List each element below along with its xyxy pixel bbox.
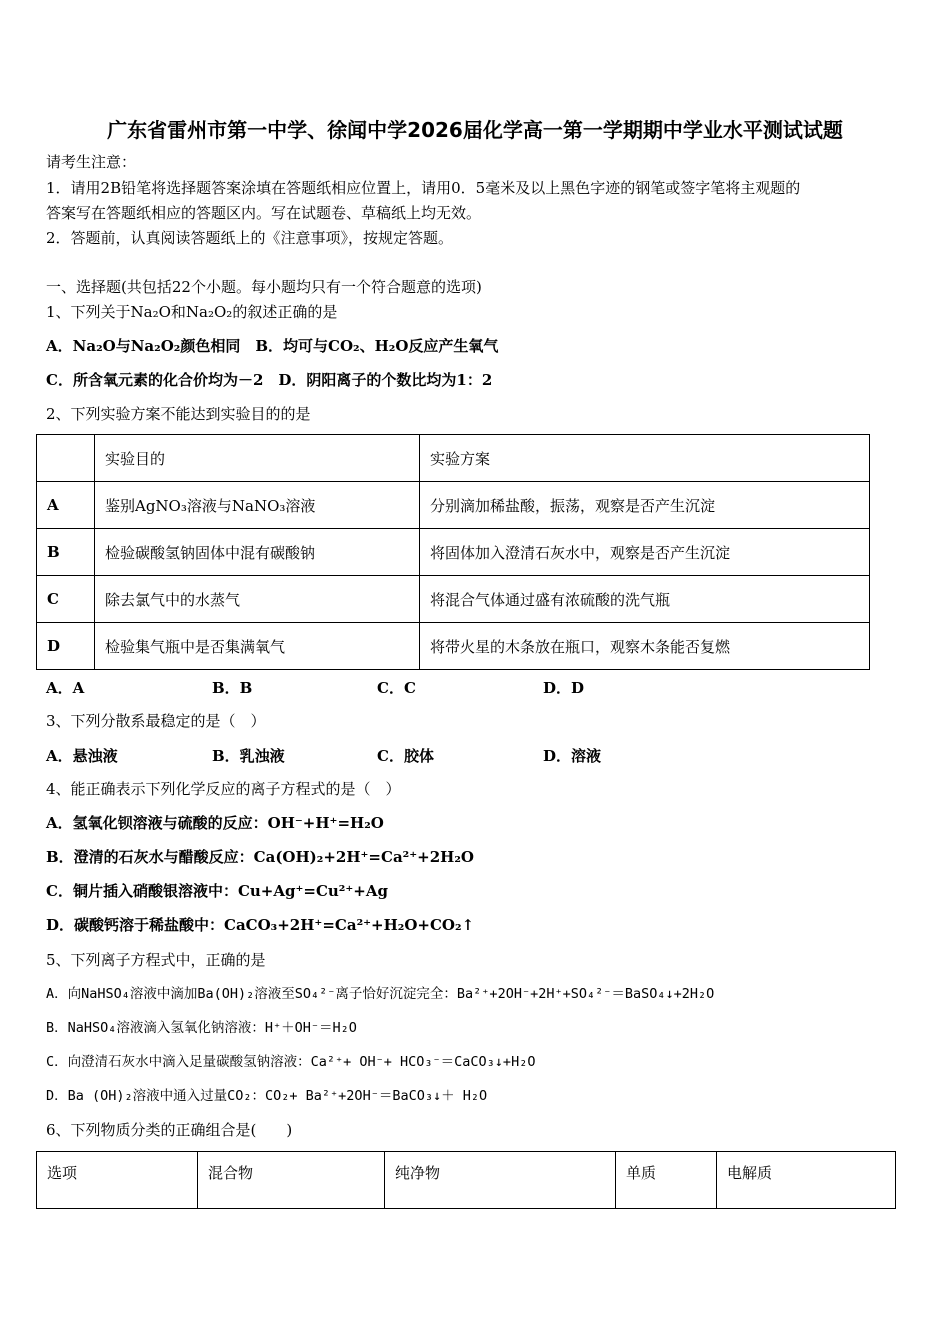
q5-option-d: D．Ba (OH)₂溶液中通入过量CO₂：CO₂+ Ba²⁺+2OH⁻＝BaCO₃↓＋ H₂O bbox=[46, 1088, 488, 1104]
table-header-cell: 电解质 bbox=[717, 1152, 896, 1209]
q6-stem: 6、下列物质分类的正确组合是( ) bbox=[46, 1121, 293, 1139]
table-cell: 除去氯气中的水蒸气 bbox=[95, 576, 420, 623]
q5-option-a: A．向NaHSO₄溶液中滴加Ba(OH)₂溶液至SO₄²⁻离子恰好沉淀完全：Ba²⁺+2OH⁻+2H⁺+SO₄²⁻＝BaSO₄↓+2H₂O bbox=[46, 986, 715, 1002]
table-cell: 将固体加入澄清石灰水中，观察是否产生沉淀 bbox=[420, 529, 870, 576]
table-cell: 检验集气瓶中是否集满氧气 bbox=[95, 623, 420, 670]
table-cell: C bbox=[37, 576, 95, 623]
q4-option-a: A．氢氧化钡溶液与硫酸的反应：OH⁻+H⁺=H₂O bbox=[46, 814, 384, 832]
q6-table bbox=[36, 1151, 896, 1209]
q3-option-a: A．悬浊液 bbox=[46, 747, 118, 765]
q2-option-a: A．A bbox=[46, 679, 85, 697]
q2-option-c: C．C bbox=[377, 679, 416, 697]
q5-option-b: B．NaHSO₄溶液滴入氢氧化钠溶液：H⁺＋OH⁻＝H₂O bbox=[46, 1020, 357, 1036]
table-cell: D bbox=[37, 623, 95, 670]
table-row bbox=[37, 1152, 896, 1209]
section-heading: 一、选择题(共包括22个小题。每小题均只有一个符合题意的选项) bbox=[46, 278, 482, 296]
table-row bbox=[37, 529, 870, 576]
q3-option-c: C．胶体 bbox=[377, 747, 434, 765]
table-header-cell: 实验目的 bbox=[95, 435, 420, 482]
q5-option-c: C．向澄清石灰水中滴入足量碳酸氢钠溶液：Ca²⁺+ OH⁻+ HCO₃⁻＝CaCO₃↓+H₂O bbox=[46, 1054, 536, 1070]
q2-option-d: D．D bbox=[543, 679, 585, 697]
q3-option-d: D．溶液 bbox=[543, 747, 602, 765]
q2-option-b: B．B bbox=[212, 679, 253, 697]
table-row bbox=[37, 576, 870, 623]
table-cell: B bbox=[37, 529, 95, 576]
q1-stem: 1、下列关于Na₂O和Na₂O₂的叙述正确的是 bbox=[46, 303, 338, 321]
notice-heading: 请考生注意： bbox=[46, 153, 137, 171]
q3-stem: 3、下列分散系最稳定的是（ ） bbox=[46, 712, 266, 730]
exam-title: 广东省雷州市第一中学、徐闻中学2026届化学高一第一学期期中学业水平测试试题 bbox=[107, 118, 843, 142]
table-row bbox=[37, 623, 870, 670]
table-cell: 将带火星的木条放在瓶口，观察木条能否复燃 bbox=[420, 623, 870, 670]
q2-stem: 2、下列实验方案不能达到实验目的的是 bbox=[46, 405, 311, 423]
table-header-cell: 选项 bbox=[37, 1152, 198, 1209]
q4-option-b: B．澄清的石灰水与醋酸反应：Ca(OH)₂+2H⁺=Ca²⁺+2H₂O bbox=[46, 848, 474, 866]
table-cell: 将混合气体通过盛有浓硫酸的洗气瓶 bbox=[420, 576, 870, 623]
notice-line-1a: 1．请用2B铅笔将选择题答案涂填在答题纸相应位置上，请用0．5毫米及以上黑色字迹的钢笔或签字笔将主观题的 bbox=[46, 179, 801, 197]
table-header-cell: 实验方案 bbox=[420, 435, 870, 482]
table-row bbox=[37, 482, 870, 529]
q1-options-cd: C．所含氧元素的化合价均为－2 D．阴阳离子的个数比均为1：2 bbox=[46, 371, 493, 389]
q5-stem: 5、下列离子方程式中，正确的是 bbox=[46, 951, 266, 969]
table-header-cell: 混合物 bbox=[198, 1152, 385, 1209]
table-header-cell bbox=[37, 435, 95, 482]
notice-line-2: 2．答题前，认真阅读答题纸上的《注意事项》，按规定答题。 bbox=[46, 229, 454, 247]
q1-options-ab: A．Na₂O与Na₂O₂颜色相同 B．均可与CO₂、H₂O反应产生氧气 bbox=[46, 337, 499, 355]
q4-option-d: D．碳酸钙溶于稀盐酸中：CaCO₃+2H⁺=Ca²⁺+H₂O+CO₂↑ bbox=[46, 916, 475, 934]
notice-line-1b: 答案写在答题纸相应的答题区内。写在试题卷、草稿纸上均无效。 bbox=[46, 204, 482, 222]
table-cell: 鉴别AgNO₃溶液与NaNO₃溶液 bbox=[95, 482, 420, 529]
q4-stem: 4、能正确表示下列化学反应的离子方程式的是（ ） bbox=[46, 780, 401, 798]
q4-option-c: C．铜片插入硝酸银溶液中：Cu+Ag⁺=Cu²⁺+Ag bbox=[46, 882, 388, 900]
table-header-cell: 纯净物 bbox=[385, 1152, 616, 1209]
table-cell: 检验碳酸氢钠固体中混有碳酸钠 bbox=[95, 529, 420, 576]
table-cell: 分别滴加稀盐酸，振荡，观察是否产生沉淀 bbox=[420, 482, 870, 529]
q2-table bbox=[36, 434, 870, 670]
table-cell: A bbox=[37, 482, 95, 529]
table-row bbox=[37, 435, 870, 482]
q3-option-b: B．乳浊液 bbox=[212, 747, 285, 765]
table-header-cell: 单质 bbox=[616, 1152, 717, 1209]
